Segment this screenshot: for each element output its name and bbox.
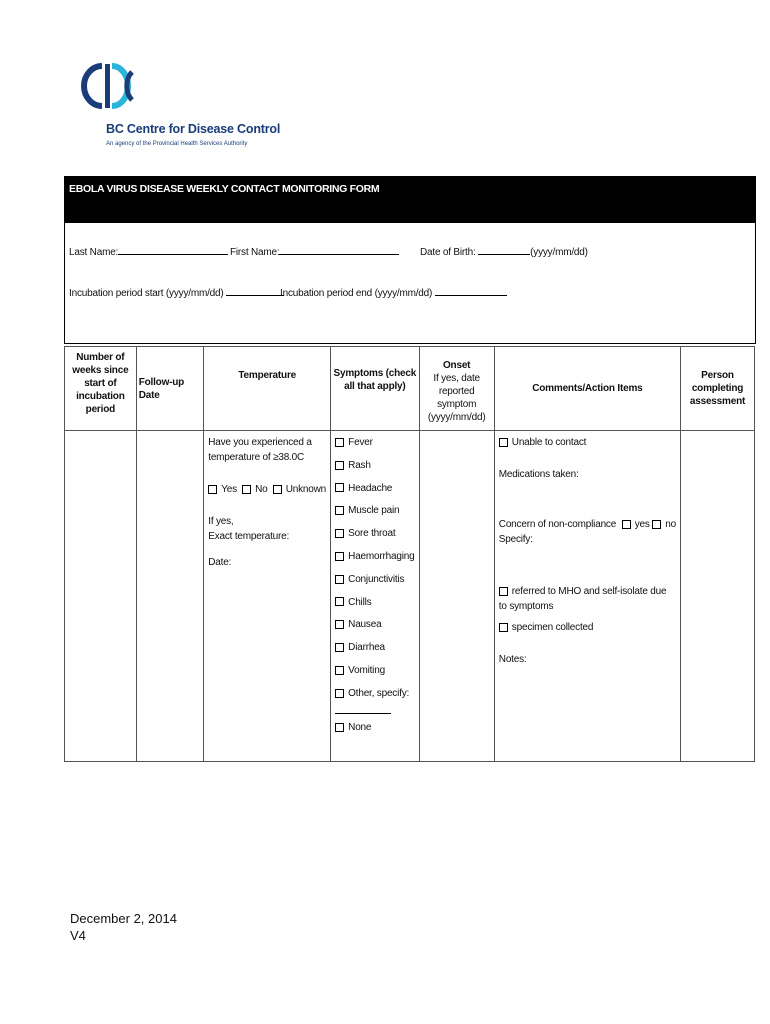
symptom-checkbox[interactable] — [335, 483, 344, 492]
symptom-label: Diarrhea — [348, 642, 385, 654]
header-onset-detail: If yes, date reported symptom (yyyy/mm/dd) — [427, 373, 486, 423]
temperature-options — [208, 482, 326, 497]
incubation-end-label: Incubation period end (yyyy/mm/dd) — [280, 288, 433, 299]
incubation-end-field[interactable] — [280, 286, 507, 299]
symptom-label: Chills — [348, 596, 372, 608]
symptom-item[interactable] — [335, 572, 414, 587]
symptom-item[interactable] — [335, 526, 414, 541]
dob-label: Date of Birth: — [420, 247, 476, 258]
bccdc-logo-mark-icon — [80, 60, 140, 112]
dob-field[interactable] — [420, 245, 588, 258]
symptom-none-checkbox[interactable] — [335, 723, 344, 732]
symptom-checkbox[interactable] — [335, 597, 344, 606]
temperature-question: Have you experienced a temperature of ≥38.0C — [208, 437, 312, 463]
temp-exact-label[interactable]: Exact temperature: — [208, 531, 290, 542]
symptom-label: Headache — [348, 482, 393, 494]
person-cell[interactable] — [680, 431, 754, 762]
unable-contact-checkbox[interactable] — [499, 438, 508, 447]
symptom-label: Rash — [348, 459, 371, 471]
symptom-checkbox[interactable] — [335, 529, 344, 538]
symptom-checkbox[interactable] — [335, 575, 344, 584]
symptom-item[interactable] — [335, 640, 414, 655]
symptom-label: Muscle pain — [348, 505, 400, 517]
footer-version: V4 — [70, 928, 86, 943]
first-name-label: First Name: — [230, 247, 280, 258]
temperature-cell — [204, 431, 331, 762]
patient-info — [65, 223, 755, 343]
form-title: EBOLA VIRUS DISEASE WEEKLY CONTACT MONITORING FORM — [65, 177, 755, 223]
symptom-item[interactable] — [335, 503, 414, 518]
referred-item[interactable] — [499, 584, 676, 614]
temp-if-yes: If yes, — [208, 516, 234, 527]
symptom-item[interactable] — [335, 458, 414, 473]
symptom-label: Nausea — [348, 619, 382, 631]
symptom-label: Haemorrhaging — [348, 550, 415, 562]
table-header-row — [65, 347, 755, 431]
bccdc-logo — [66, 60, 281, 160]
footer — [70, 910, 177, 944]
specimen-label: specimen collected — [511, 622, 594, 633]
footer-date: December 2, 2014 — [70, 911, 177, 926]
referred-checkbox[interactable] — [499, 587, 508, 596]
dob-format: (yyyy/mm/dd) — [530, 247, 588, 258]
header-weeks: Number of weeks since start of incubation period — [65, 347, 137, 431]
symptom-checkbox[interactable] — [335, 666, 344, 675]
symptom-item[interactable] — [335, 435, 414, 450]
temp-no-label: No — [255, 484, 268, 495]
temp-yes-label: Yes — [221, 484, 237, 495]
org-name: BC Centre for Disease Control — [106, 122, 281, 136]
temp-unknown-checkbox[interactable] — [273, 485, 282, 494]
temp-yes-checkbox[interactable] — [208, 485, 217, 494]
noncompliance-label: Concern of non-compliance — [498, 519, 617, 530]
temp-unknown-label: Unknown — [285, 484, 326, 495]
symptom-checkbox[interactable] — [335, 620, 344, 629]
header-symptoms: Symptoms (check all that apply) — [331, 347, 419, 431]
header-comments: Comments/Action Items — [494, 347, 680, 431]
unable-contact-item[interactable] — [499, 435, 676, 450]
table-row — [65, 431, 755, 762]
monitoring-table — [64, 346, 755, 762]
header-temperature: Temperature — [204, 347, 331, 431]
temp-date-label[interactable]: Date: — [208, 557, 232, 568]
followup-cell[interactable] — [136, 431, 204, 762]
symptom-label: Fever — [348, 437, 373, 448]
specimen-checkbox[interactable] — [499, 623, 508, 632]
weeks-cell[interactable] — [65, 431, 137, 762]
symptom-item[interactable] — [335, 617, 414, 632]
header-onset — [419, 347, 494, 431]
symptom-checkbox[interactable] — [335, 506, 344, 515]
header-person: Person completing assessment — [680, 347, 754, 431]
symptom-checkbox[interactable] — [335, 689, 344, 698]
medications-label[interactable]: Medications taken: — [498, 469, 579, 480]
temp-no-checkbox[interactable] — [242, 485, 251, 494]
referred-label: referred to MHO and self-isolate due to symptoms — [498, 586, 667, 612]
specify-label[interactable]: Specify: — [498, 534, 533, 545]
symptom-label: Sore throat — [348, 528, 396, 540]
onset-cell[interactable] — [419, 431, 494, 762]
symptom-label: Other, specify: — [348, 687, 410, 699]
header-onset-title: Onset — [442, 360, 471, 371]
specimen-item[interactable] — [499, 620, 676, 635]
symptom-label: Conjunctivitis — [348, 573, 405, 585]
comments-cell — [494, 431, 680, 762]
notes-label[interactable]: Notes: — [498, 654, 527, 665]
noncompliance-no-label: no — [665, 519, 676, 530]
symptom-item[interactable] — [335, 663, 414, 678]
symptom-checkbox[interactable] — [335, 552, 344, 561]
incubation-start-label: Incubation period start (yyyy/mm/dd) — [69, 288, 224, 299]
symptom-none-item[interactable] — [335, 720, 414, 735]
symptom-checkbox[interactable] — [335, 643, 344, 652]
symptom-checkbox[interactable] — [335, 461, 344, 470]
header-followup: Follow-up Date — [136, 347, 204, 431]
last-name-label: Last Name: — [69, 247, 119, 258]
noncompliance-yes-checkbox[interactable] — [622, 520, 631, 529]
symptom-item[interactable] — [335, 481, 414, 496]
noncompliance-yes-label: yes — [634, 519, 650, 530]
symptoms-cell — [331, 431, 419, 762]
first-name-field[interactable] — [230, 245, 399, 258]
other-specify-line[interactable] — [335, 701, 391, 714]
symptom-label: Vomiting — [348, 664, 385, 676]
noncompliance-no-checkbox[interactable] — [652, 520, 661, 529]
symptom-item[interactable] — [335, 549, 414, 564]
symptom-item[interactable] — [335, 595, 414, 610]
symptom-checkbox[interactable] — [335, 438, 344, 447]
unable-contact-label: Unable to contact — [511, 437, 587, 448]
noncompliance-row — [499, 517, 676, 532]
last-name-field[interactable] — [69, 245, 228, 258]
symptom-item[interactable] — [335, 686, 414, 701]
org-subtitle: An agency of the Provincial Health Services Authority — [106, 141, 248, 147]
form-header — [64, 176, 756, 344]
incubation-start-field[interactable] — [69, 286, 284, 299]
symptom-none-label: None — [348, 721, 372, 733]
